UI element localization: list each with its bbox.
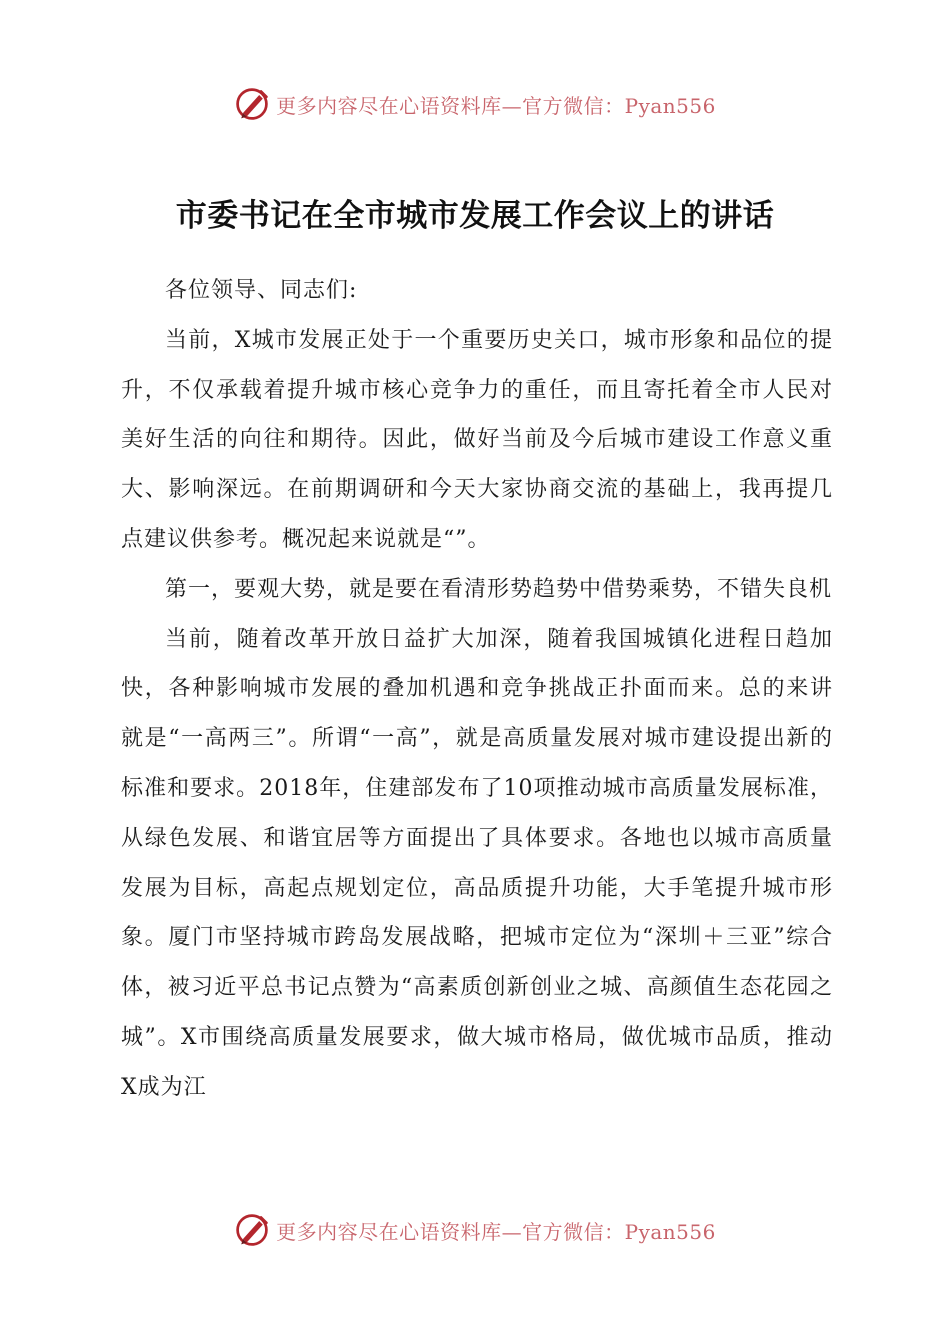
paragraph-section-heading: 第一，要观大势，就是要在看清形势趋势中借势乘势，不错失良机 [165, 576, 833, 602]
paragraph-greeting: 各位领导、同志们: [165, 278, 358, 303]
document-title: 市委书记在全市城市发展工作会议上的讲话 [175, 198, 775, 234]
paragraph-intro: 当前，X城市发展正处于一个重要历史关口，城市形象和品位的提升，不仅承载着提升城市核心竞争力的重任，而且寄托着全市人民对美好生活的向往和期待。因此，做好当前及今后城市建设工作意义重大、影响深远。在前期调研和今天大家协商交流的基础上，我再提几点建议供参考。概况起来说就是“”。 [121, 327, 833, 552]
footer-banner [0, 1210, 950, 1250]
footer-banner-text: 更多内容尽在心语资料库—官方微信：Pyan556 [276, 1219, 716, 1244]
document-body [121, 266, 833, 1113]
header-banner-text: 更多内容尽在心语资料库—官方微信：Pyan556 [276, 93, 716, 118]
pen-logo-icon [234, 86, 270, 122]
pen-logo-icon [234, 1212, 270, 1248]
paragraph-body: 当前，随着改革开放日益扩大加深，随着我国城镇化进程日趋加快，各种影响城市发展的叠加机遇和竞争挑战正扑面而来。总的来讲就是“一高两三”。所谓“一高”，就是高质量发展对城市建设提出新的标准和要求。2018年，住建部发布了10项推动城市高质量发展标准，从绿色发展、和谐宜居等方面提出了具体要求。各地也以城市高质量发展为目标，高起点规划定位，高品质提升功能，大手笔提升城市形象。厦门市坚持城市跨岛发展战略，把城市定位为“深圳＋三亚”综合体，被习近平总书记点赞为“高素质创新创业之城、高颜值生态花园之城”。X市围绕高质量发展要求，做大城市格局，做优城市品质，推动X成为江 [121, 626, 833, 1100]
header-banner [0, 84, 950, 124]
